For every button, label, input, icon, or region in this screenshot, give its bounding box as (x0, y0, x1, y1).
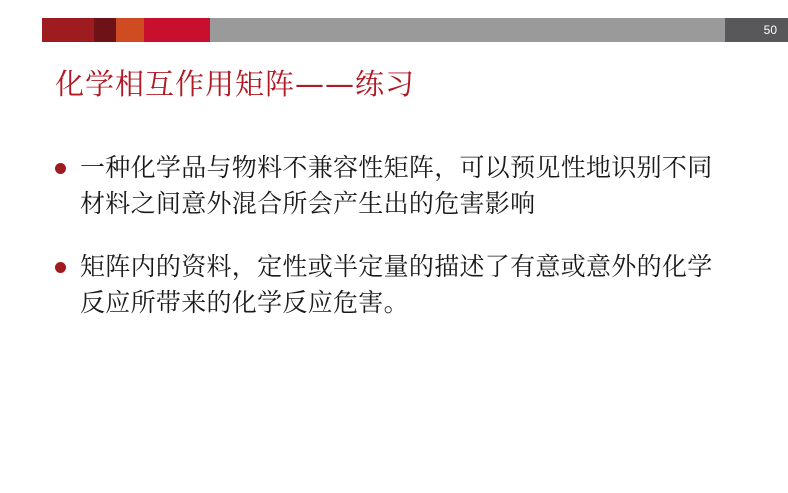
slide-body (55, 150, 715, 348)
decorative-top-bar (0, 18, 788, 42)
bullet-text: 一种化学品与物料不兼容性矩阵，可以预见性地识别不同材料之间意外混合所会产生出的危害影响 (80, 153, 713, 218)
bullet-dot-icon (55, 262, 66, 273)
bullet-text: 矩阵内的资料，定性或半定量的描述了有意或意外的化学反应所带来的化学反应危害。 (80, 252, 713, 317)
bar-segment-gray (210, 18, 725, 42)
bar-segment-maroon (94, 18, 116, 42)
bullet-item (55, 249, 715, 320)
bar-segment-orange (116, 18, 144, 42)
bullet-dot-icon (55, 163, 66, 174)
bar-segment-white (0, 18, 42, 42)
bar-segment-dark-gray (725, 18, 788, 42)
bar-segment-dark-red (42, 18, 94, 42)
bar-segment-red (144, 18, 210, 42)
slide-title: 化学相互作用矩阵——练习 (55, 67, 416, 101)
slide-number: 50 (763, 23, 777, 37)
bullet-item (55, 150, 715, 221)
